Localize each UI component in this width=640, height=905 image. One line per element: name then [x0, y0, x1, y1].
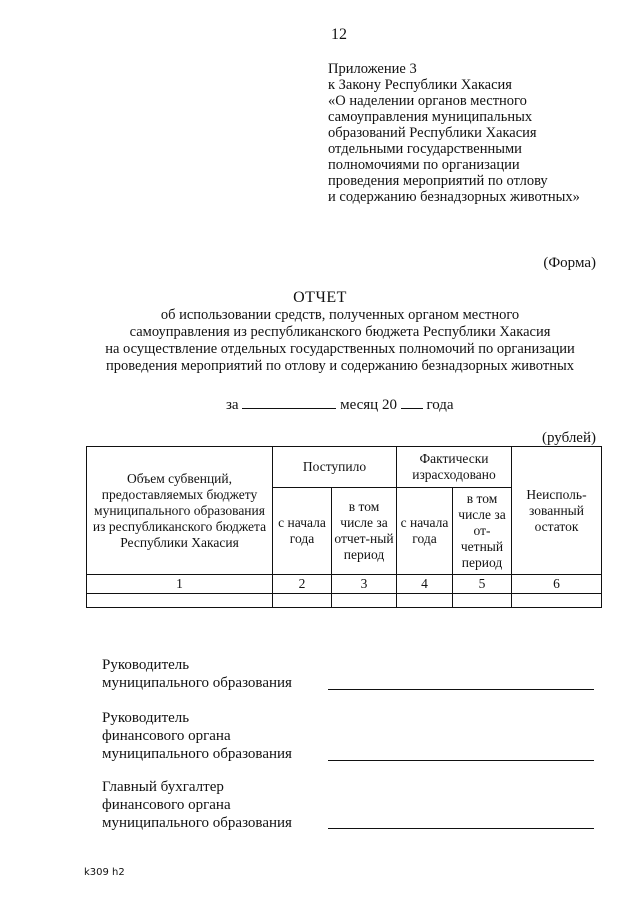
table-header-row: [87, 447, 602, 488]
column-number: 2: [273, 575, 332, 594]
signature-title-line: финансового органа: [102, 797, 231, 813]
signature-title-line: Руководитель: [102, 657, 190, 673]
signature-line-accountant[interactable]: [328, 828, 594, 829]
header-spent: Фактически израсходовано: [397, 447, 512, 488]
footer-code: k309 h2: [84, 867, 125, 878]
subtitle-line: на осуществление отдельных государственных полномочий по организации: [105, 341, 575, 357]
report-title: ОТЧЕТ: [293, 289, 347, 306]
header-unused-balance: Неисполь-зованный остаток: [512, 447, 602, 575]
column-number: 5: [453, 575, 512, 594]
appendix-line: отдельными государственными: [328, 141, 522, 157]
month-blank-field[interactable]: [242, 396, 336, 409]
header-received: Поступило: [273, 447, 397, 488]
appendix-line: и содержанию безнадзорных животных»: [328, 189, 580, 205]
header-received-period: в том числе за отчет-ный период: [332, 488, 397, 575]
table-cell[interactable]: [332, 594, 397, 608]
table-row: [87, 594, 602, 608]
column-numbers-row: [87, 575, 602, 594]
signature-head: [102, 656, 292, 692]
table-cell[interactable]: [273, 594, 332, 608]
signature-title-line: финансового органа: [102, 728, 231, 744]
table-cell[interactable]: [397, 594, 453, 608]
report-subtitle: [60, 307, 620, 375]
column-number: 3: [332, 575, 397, 594]
signature-finance-head: [102, 709, 292, 763]
header-spent-from-start: с начала года: [397, 488, 453, 575]
signature-line-head[interactable]: [328, 689, 594, 690]
appendix-line: к Закону Республики Хакасия: [328, 77, 512, 93]
table-cell[interactable]: [512, 594, 602, 608]
appendix-line: проведения мероприятий по отлову: [328, 173, 548, 189]
header-subvention-volume: Объем субвенций, предоставляемых бюджету муниципального образования из республиканского бюджета Республики Хакасия: [87, 447, 273, 575]
header-spent-period: в том числе за от-четный период: [453, 488, 512, 575]
signature-title-line: Главный бухгалтер: [102, 779, 224, 795]
appendix-line: образований Республики Хакасия: [328, 125, 537, 141]
column-number: 4: [397, 575, 453, 594]
column-number: 1: [87, 575, 273, 594]
appendix-header: [328, 61, 580, 205]
appendix-line: Приложение 3: [328, 61, 417, 77]
column-number: 6: [512, 575, 602, 594]
report-table: [86, 446, 602, 608]
table-cell[interactable]: [87, 594, 273, 608]
units-label: (рублей): [541, 430, 596, 446]
signature-title-line: муниципального образования: [102, 675, 292, 691]
period-year-label: года: [426, 397, 454, 413]
subtitle-line: самоуправления из республиканского бюджета Республики Хакасия: [129, 324, 551, 340]
form-label: (Форма): [543, 255, 596, 271]
signature-title-line: муниципального образования: [102, 746, 292, 762]
signature-title-line: Руководитель: [102, 710, 190, 726]
report-period: [226, 396, 454, 414]
appendix-line: «О наделении органов местного: [328, 93, 527, 109]
period-month-label: месяц 20: [340, 397, 397, 413]
subtitle-line: проведения мероприятий по отлову и содержанию безнадзорных животных: [106, 358, 574, 374]
page-number: 12: [331, 26, 347, 43]
signature-accountant: [102, 778, 292, 832]
appendix-line: самоуправления муниципальных: [328, 109, 533, 125]
year-blank-field[interactable]: [401, 396, 423, 409]
subtitle-line: об использовании средств, полученных органом местного: [160, 307, 520, 323]
table-cell[interactable]: [453, 594, 512, 608]
signature-title-line: муниципального образования: [102, 815, 292, 831]
appendix-line: полномочиями по организации: [328, 157, 520, 173]
header-received-from-start: с начала года: [273, 488, 332, 575]
period-prefix: за: [226, 397, 239, 413]
signature-line-finance-head[interactable]: [328, 760, 594, 761]
